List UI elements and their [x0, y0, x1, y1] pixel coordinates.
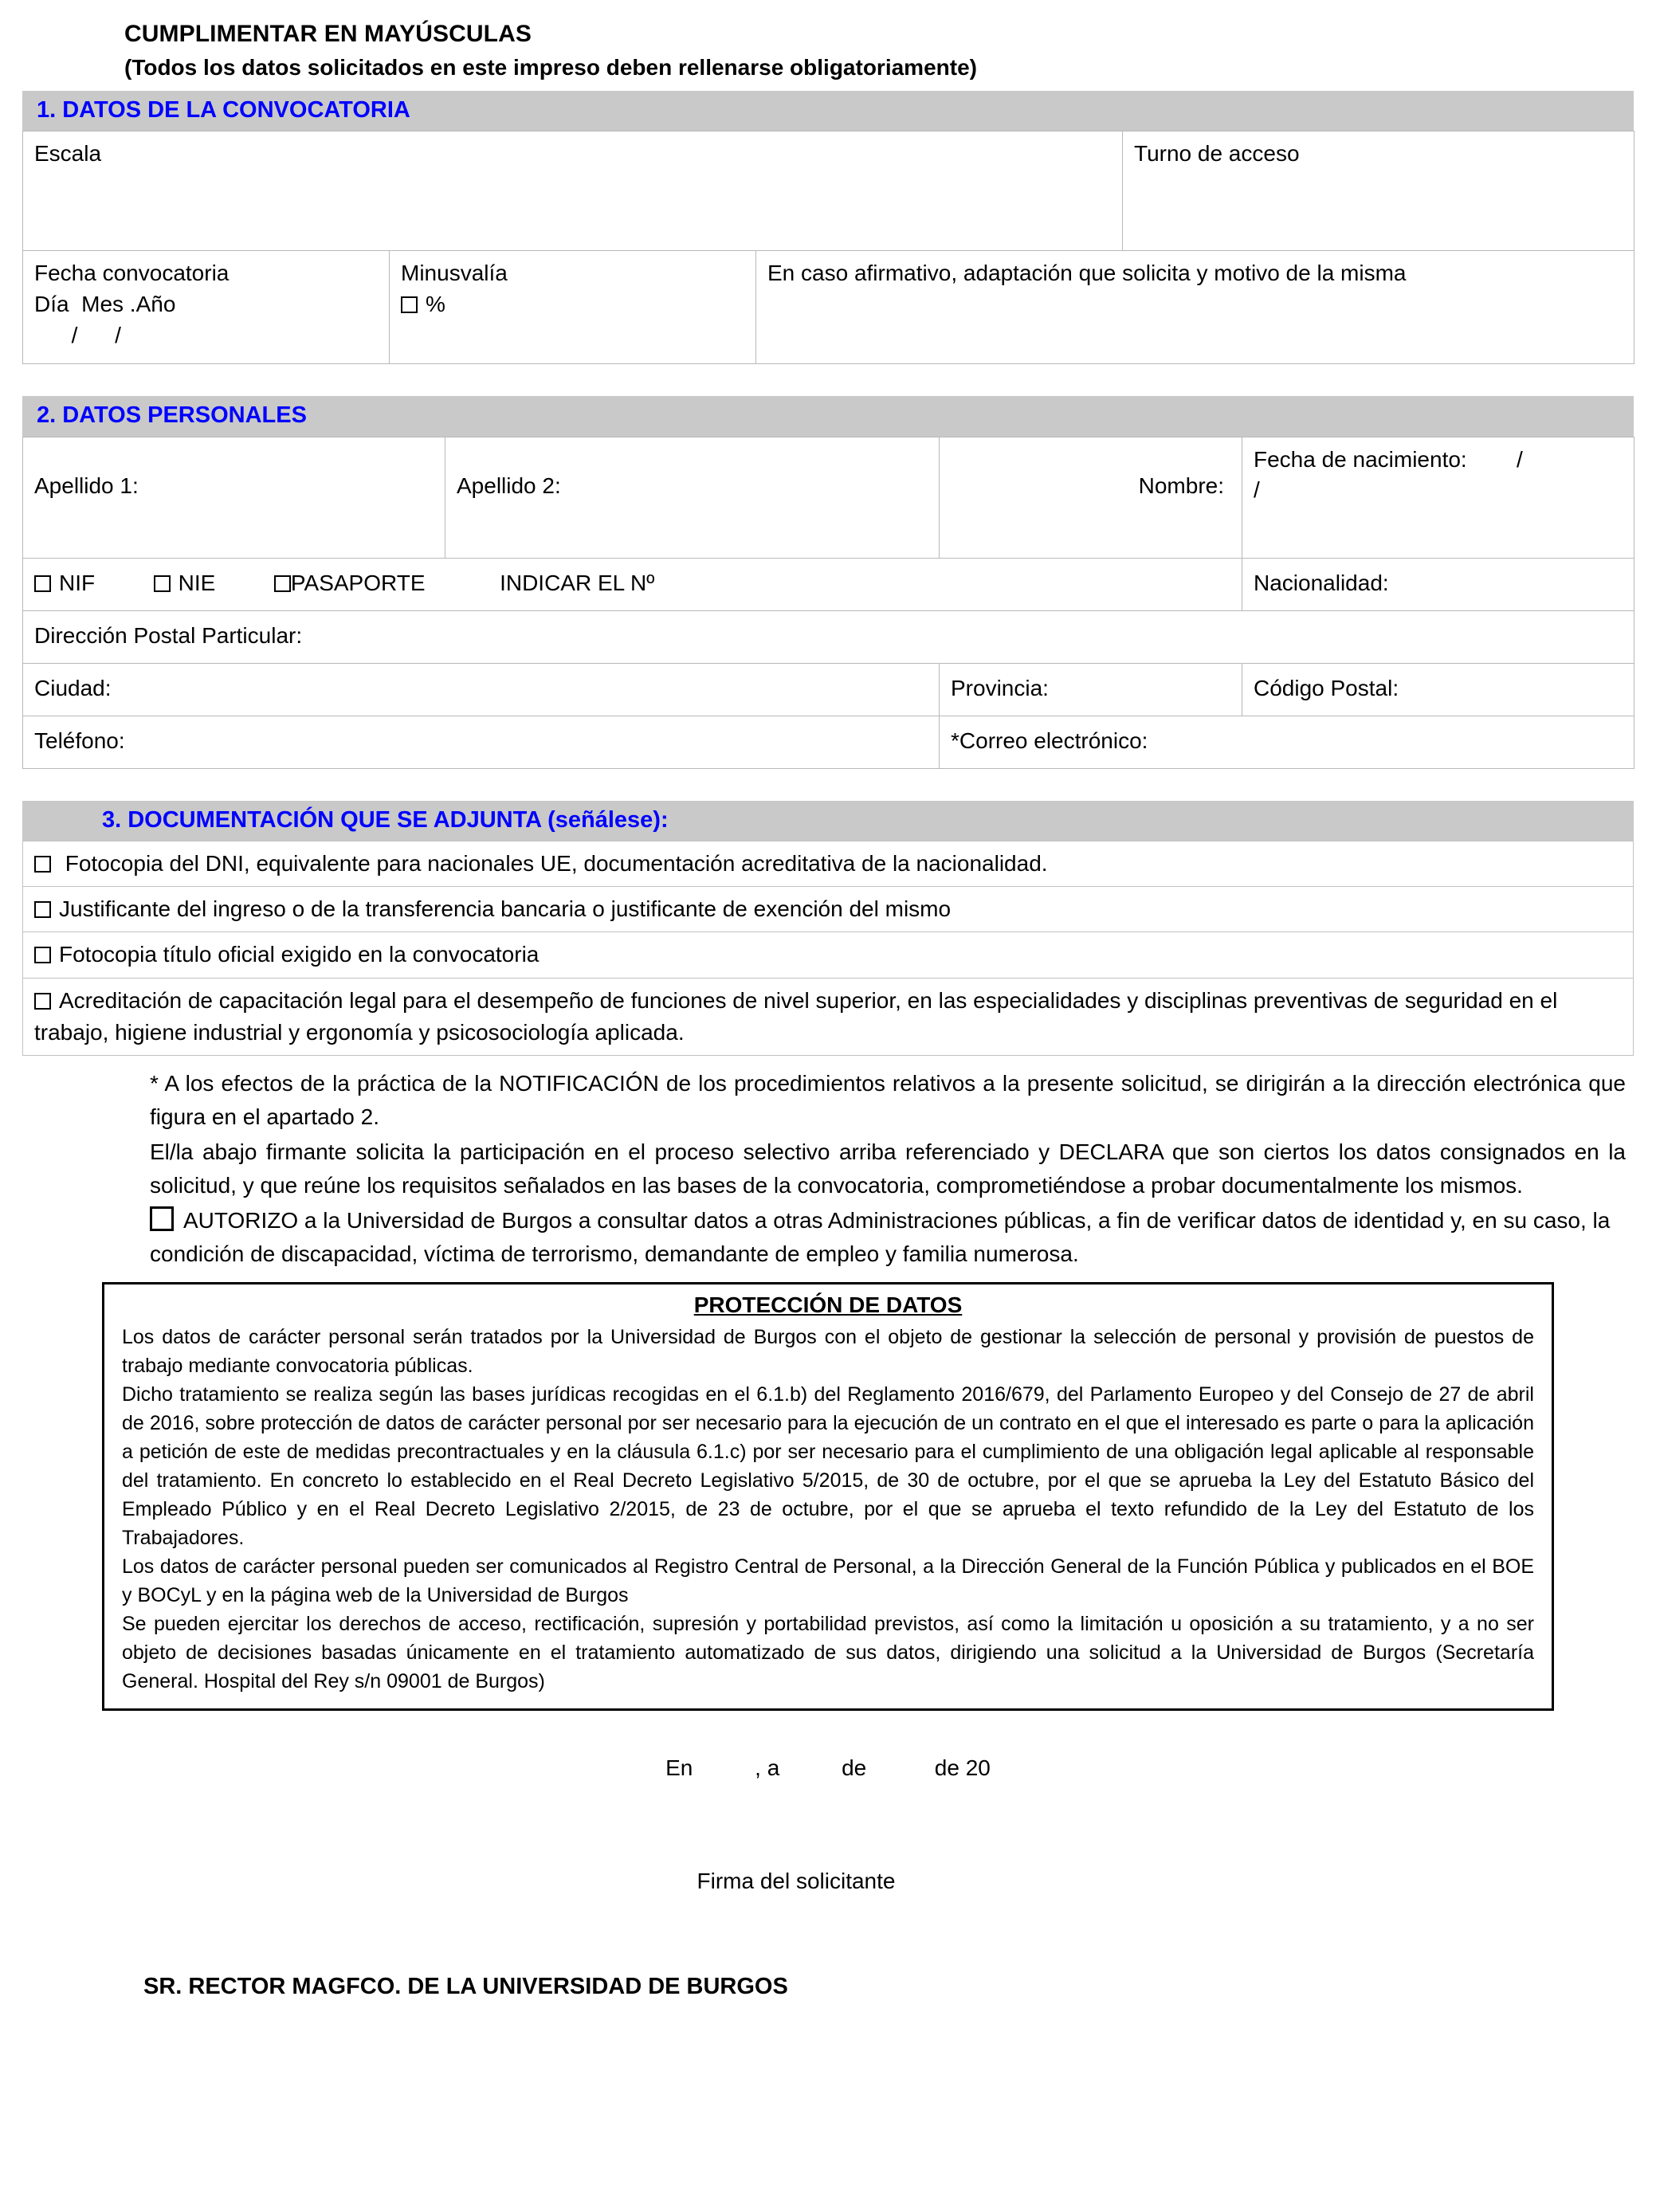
page-title: CUMPLIMENTAR EN MAYÚSCULAS [124, 21, 532, 47]
checkbox-icon[interactable] [401, 296, 418, 313]
field-minusvalia[interactable] [390, 251, 756, 364]
field-direccion-postal[interactable] [23, 610, 1634, 663]
table-row [23, 251, 1634, 364]
checkbox-icon[interactable] [34, 901, 51, 918]
field-turno-acceso[interactable] [1123, 131, 1634, 251]
section-header-documentacion: 3. DOCUMENTACIÓN QUE SE ADJUNTA (señálese): [22, 801, 1634, 841]
data-protection-paragraph: Los datos de carácter personal serán tratados por la Universidad de Burgos con el objeto de gestionar la selección de personal y provisión de puestos de trabajo mediante convocatoria públicas. [122, 1326, 1534, 1378]
provincia-label: Provincia: [951, 675, 1049, 700]
pasaporte-label: PASAPORTE [290, 570, 426, 595]
minusvalia-label: Minusvalía [401, 261, 508, 286]
field-apellido2[interactable] [445, 437, 940, 558]
field-apellido1[interactable] [23, 437, 445, 558]
checkbox-icon[interactable] [34, 993, 51, 1010]
minusvalia-checkbox-row[interactable] [401, 289, 746, 320]
document-heading [124, 18, 1634, 83]
doc-item-dni[interactable] [23, 841, 1634, 886]
turno-acceso-label: Turno de acceso [1134, 141, 1300, 167]
checkbox-icon[interactable] [34, 575, 51, 592]
nie-label: NIE [178, 570, 216, 595]
declaration-block [150, 1067, 1626, 1271]
doc-item-titulo[interactable] [23, 932, 1634, 978]
table-documentacion [22, 841, 1634, 1057]
indicar-numero-label: INDICAR EL Nº [500, 570, 655, 595]
authorization-text: AUTORIZO a la Universidad de Burgos a consultar datos a otras Administraciones públicas, a fin de verificar datos de identidad y, en su caso, la condición de discapacidad, víctima de terrorismo, demandante de empleo y familia numerosa. [150, 1208, 1611, 1267]
list-item[interactable] [23, 886, 1634, 931]
doc-item-justificante[interactable] [23, 886, 1634, 931]
signature-label: Firma del solicitante [697, 1869, 896, 1894]
field-ciudad[interactable] [23, 663, 940, 716]
field-fecha-convocatoria[interactable] [23, 251, 390, 364]
fecha-convocatoria-sublabel: Día Mes .Año [34, 292, 176, 317]
data-protection-title: PROTECCIÓN DE DATOS [693, 1292, 963, 1318]
rector-addressee-label: SR. RECTOR MAGFCO. DE LA UNIVERSIDAD DE BURGOS [143, 1974, 788, 2000]
adaptacion-label: En caso afirmativo, adaptación que solicita y motivo de la misma [767, 261, 1407, 286]
checkbox-icon[interactable] [34, 947, 51, 963]
fecha-nacimiento-line2: / [1254, 477, 1260, 503]
list-item[interactable] [23, 841, 1634, 886]
data-protection-box [102, 1282, 1554, 1711]
data-protection-paragraph: Los datos de carácter personal pueden ser comunicados al Registro Central de Personal, a la Dirección General de la Función Pública y publicados en el BOE y BOCyL y en la página web de la Universidad de Burgos [122, 1555, 1534, 1607]
field-codigo-postal[interactable] [1242, 663, 1634, 716]
field-nacionalidad[interactable] [1242, 558, 1634, 610]
doc-item-acreditacion[interactable] [23, 978, 1634, 1056]
table-row [23, 610, 1634, 663]
field-fecha-nacimiento[interactable] [1242, 437, 1634, 558]
table-row [23, 437, 1634, 558]
codigo-postal-label: Código Postal: [1254, 675, 1399, 700]
section-header-datos-personales: 2. DATOS PERSONALES [22, 396, 1634, 436]
field-nombre[interactable] [940, 437, 1242, 558]
doc-item-label: Acreditación de capacitación legal para el desempeño de funciones de nivel superior, en las especialidades y disciplinas preventivas de seguridad en el trabajo, higiene industrial y ergonomía y psicosociología aplicada. [34, 987, 1558, 1045]
nif-label: NIF [59, 570, 96, 595]
direccion-postal-label: Dirección Postal Particular: [34, 622, 303, 648]
notification-paragraph: * A los efectos de la práctica de la NOTIFICACIÓN de los procedimientos relativos a la presente solicitud, se dirigirán a la dirección electrónica que figura en el apartado 2. [150, 1071, 1626, 1130]
section-header-convocatoria: 1. DATOS DE LA CONVOCATORIA [22, 91, 1634, 131]
minusvalia-percent-label: % [426, 292, 445, 317]
apellido1-label: Apellido 1: [34, 473, 139, 498]
page-subtitle: (Todos los datos solicitados en este impreso deben rellenarse obligatoriamente) [124, 54, 977, 80]
field-correo-electronico[interactable] [940, 716, 1634, 768]
list-item[interactable] [23, 978, 1634, 1056]
field-adaptacion[interactable] [756, 251, 1634, 364]
list-item[interactable] [23, 932, 1634, 978]
fecha-convocatoria-slashes: / / [34, 322, 121, 347]
doc-item-label: Justificante del ingreso o de la transferencia bancaria o justificante de exención del mismo [59, 896, 952, 921]
table-row [23, 131, 1634, 251]
checkbox-icon[interactable] [34, 856, 51, 873]
field-documento-identidad[interactable] [23, 558, 1242, 610]
telefono-label: Teléfono: [34, 728, 125, 753]
authorization-paragraph [150, 1204, 1626, 1271]
field-escala[interactable] [23, 131, 1123, 251]
table-row [23, 663, 1634, 716]
data-protection-paragraph: Dicho tratamiento se realiza según las bases jurídicas recogidas en el 6.1.b) del Reglamento 2016/679, del Parlamento Europeo y del Consejo de 27 de abril de 2016, sobre protección de datos de carácter personal por ser necesario para la ejecución de un contrato en el que el interesado es parte o para la aplicación a petición de este de medidas precontractuales y en la cláusula 6.1.c) por ser necesario para el cumplimiento de una obligación legal aplicable al responsable del tratamiento. En concreto lo establecido en el Real Decreto Legislativo 5/2015, de 30 de octubre, por el que se aprueba la Ley del Estatuto Básico del Empleado Público y en el Real Decreto Legislativo 2/2015, de 23 de octubre, por el que se aprueba el texto refundido de la Ley del Estatuto de los Trabajadores. [122, 1383, 1534, 1550]
nacionalidad-label: Nacionalidad: [1254, 570, 1389, 595]
field-telefono[interactable] [23, 716, 940, 768]
date-line[interactable]: En , a de de 20 [665, 1755, 991, 1781]
ciudad-label: Ciudad: [34, 675, 112, 700]
declaration-paragraph: El/la abajo firmante solicita la participación en el proceso selectivo arriba referenciado y DECLARA que son ciertos los datos consignados en la solicitud, y que reúne los requisitos señalados en las bases de la convocatoria, comprometiéndose a probar documentalmente los mismos. [150, 1139, 1626, 1198]
checkbox-icon[interactable] [274, 575, 291, 592]
fecha-convocatoria-label: Fecha convocatoria [34, 261, 230, 286]
table-datos-personales [22, 437, 1634, 769]
table-row [23, 716, 1634, 768]
nombre-label: Nombre: [1138, 473, 1224, 498]
field-provincia[interactable] [940, 663, 1242, 716]
apellido2-label: Apellido 2: [457, 473, 561, 498]
table-convocatoria [22, 131, 1634, 364]
checkbox-icon[interactable] [150, 1206, 174, 1231]
escala-label: Escala [34, 141, 102, 167]
correo-electronico-label: *Correo electrónico: [951, 728, 1148, 753]
data-protection-paragraph: Se pueden ejercitar los derechos de acceso, rectificación, supresión y portabilidad previstos, así como la limitación u oposición a su tratamiento, y a no ser objeto de decisiones basadas únicamente en el tratamiento automatizado de sus datos, dirigiendo una solicitud a la Universidad de Burgos (Secretaría General. Hospital del Rey s/n 09001 de Burgos) [122, 1613, 1534, 1693]
doc-item-label: Fotocopia título oficial exigido en la convocatoria [59, 942, 540, 967]
checkbox-icon[interactable] [154, 575, 171, 592]
fecha-nacimiento-label: Fecha de nacimiento: / [1254, 446, 1523, 472]
table-row [23, 558, 1634, 610]
doc-item-label: Fotocopia del DNI, equivalente para nacionales UE, documentación acreditativa de la nacionalidad. [59, 850, 1048, 876]
